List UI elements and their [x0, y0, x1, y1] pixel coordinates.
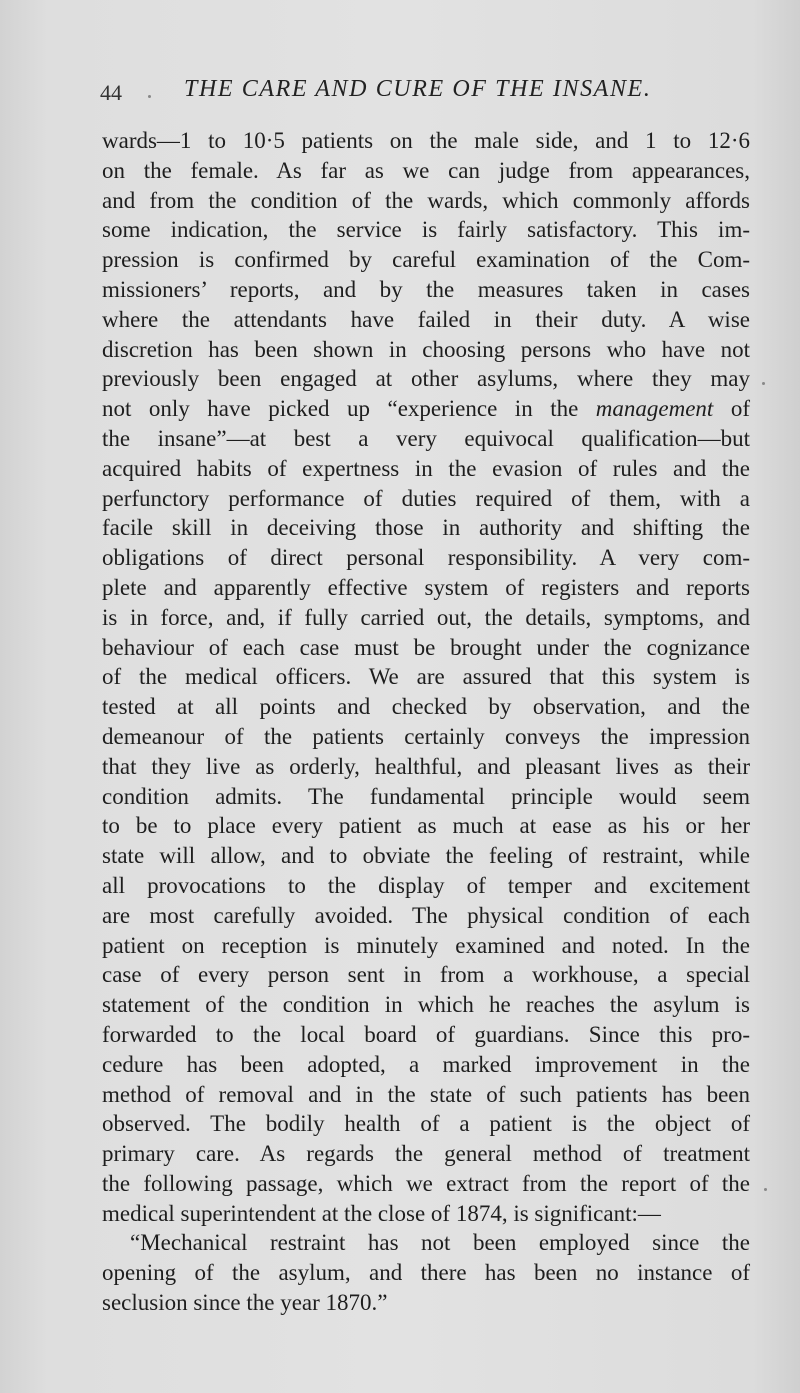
- text-line: case of every person sent in from a workhouse, a special: [102, 962, 750, 988]
- text-line: all provocations to the display of temper and excitement: [102, 872, 750, 898]
- body-text: [102, 126, 750, 1318]
- text-line: facile skill in deceiving those in authority and shifting the: [102, 515, 750, 541]
- running-title: THE CARE AND CURE OF THE INSANE.: [184, 76, 652, 102]
- quote-line: “Mechanical restraint has not been employed since the: [130, 1230, 750, 1256]
- text-line: and from the condition of the wards, which commonly affords: [102, 187, 750, 213]
- text-line: discretion has been shown in choosing persons who have not: [102, 336, 750, 362]
- text-line: obligations of direct personal responsibility. A very com-: [102, 545, 750, 571]
- line-segment: of: [713, 396, 750, 422]
- text-line: is in force, and, if fully carried out, the details, symptoms, and: [102, 604, 750, 630]
- text-line-with-italic: [102, 394, 750, 424]
- text-line: where the attendants have failed in their duty. A wise: [102, 306, 750, 332]
- page-number: 44: [100, 80, 122, 105]
- text-line: primary care. As regards the general method of treatment: [102, 1141, 750, 1167]
- margin-speck: [148, 95, 151, 98]
- quote-line: seclusion since the year 1870.”: [102, 1290, 388, 1316]
- italic-term: management: [595, 396, 714, 422]
- text-line: the following passage, which we extract from the report of the: [102, 1170, 750, 1196]
- text-line: wards—1 to 10·5 patients on the male side, and 1 to 12·6: [102, 128, 750, 153]
- text-line: behaviour of each case must be brought under the cognizance: [102, 634, 750, 660]
- text-line: some indication, the service is fairly satisfactory. This im-: [102, 217, 750, 243]
- text-line: on the female. As far as we can judge from appearances,: [102, 157, 750, 183]
- text-line: perfunctory performance of duties required of them, with a: [102, 485, 750, 511]
- text-line: demeanour of the patients certainly conveys the impression: [102, 723, 750, 749]
- text-line: cedure has been adopted, a marked improvement in the: [102, 1051, 750, 1077]
- text-line: medical superintendent at the close of 1874, is significant:—: [102, 1200, 661, 1226]
- margin-speck: [762, 382, 765, 385]
- text-line: method of removal and in the state of such patients has been: [102, 1081, 750, 1107]
- text-line: to be to place every patient as much at ease as his or her: [102, 813, 750, 839]
- text-line: statement of the condition in which he reaches the asylum is: [102, 992, 750, 1018]
- text-line: missioners’ reports, and by the measures taken in cases: [102, 276, 750, 302]
- text-line: plete and apparently effective system of registers and reports: [102, 574, 750, 600]
- text-line: that they live as orderly, healthful, and pleasant lives as their: [102, 753, 750, 779]
- line-segment: not only have picked up “experience in the: [102, 396, 596, 422]
- text-line: condition admits. The fundamental principle would seem: [102, 783, 750, 809]
- text-line: forwarded to the local board of guardians. Since this pro-: [102, 1021, 750, 1047]
- text-line: state will allow, and to obviate the feeling of restraint, while: [102, 843, 750, 869]
- text-line: are most carefully avoided. The physical condition of each: [102, 902, 750, 928]
- text-line: patient on reception is minutely examined and noted. In the: [102, 932, 750, 958]
- quote-line: opening of the asylum, and there has been no instance of: [102, 1260, 750, 1286]
- text-line: acquired habits of expertness in the evasion of rules and the: [102, 455, 750, 481]
- margin-speck: [764, 1188, 767, 1191]
- text-line: of the medical officers. We are assured that this system is: [102, 664, 750, 690]
- text-line: pression is confirmed by careful examination of the Com-: [102, 247, 750, 273]
- text-line: previously been engaged at other asylums, where they may: [102, 366, 750, 392]
- text-line: the insane”—at best a very equivocal qualification—but: [102, 425, 750, 451]
- page-header: [100, 74, 750, 108]
- text-line: observed. The bodily health of a patient is the object of: [102, 1111, 750, 1137]
- text-line: tested at all points and checked by observation, and the: [102, 694, 750, 720]
